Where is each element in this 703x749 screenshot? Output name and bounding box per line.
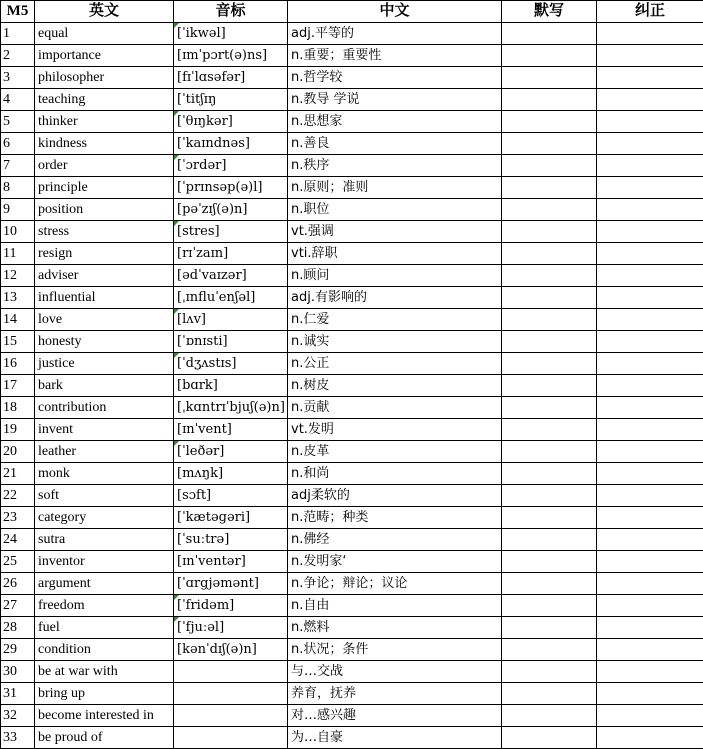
row-number: 5: [1, 111, 35, 133]
table-row: [1, 243, 703, 265]
chinese-meaning: n.状况；条件: [288, 639, 502, 661]
row-number: 32: [1, 705, 35, 727]
chinese-meaning: 养育，抚养: [288, 683, 502, 705]
dictation-cell[interactable]: [502, 375, 597, 397]
row-number: 3: [1, 67, 35, 89]
phonetic-transcription: [ˈleðər]: [174, 441, 288, 463]
english-word: resign: [35, 243, 174, 265]
correction-cell[interactable]: [597, 705, 703, 727]
table-row: [1, 111, 703, 133]
english-word: category: [35, 507, 174, 529]
english-word: equal: [35, 23, 174, 45]
table-row: [1, 683, 703, 705]
phonetic-transcription: [ˈɔrdər]: [174, 155, 288, 177]
row-number: 1: [1, 23, 35, 45]
dictation-cell[interactable]: [502, 507, 597, 529]
phonetic-transcription: [mʌŋk]: [174, 463, 288, 485]
correction-cell[interactable]: [597, 353, 703, 375]
table-row: [1, 617, 703, 639]
row-number: 22: [1, 485, 35, 507]
table-row: [1, 353, 703, 375]
phonetic-transcription: [stres]: [174, 221, 288, 243]
dictation-cell[interactable]: [502, 441, 597, 463]
dictation-cell[interactable]: [502, 287, 597, 309]
row-number: 12: [1, 265, 35, 287]
table-row: [1, 639, 703, 661]
row-number: 25: [1, 551, 35, 573]
row-number: 8: [1, 177, 35, 199]
chinese-meaning: n.争论；辩论；议论: [288, 573, 502, 595]
english-word: importance: [35, 45, 174, 67]
chinese-meaning: vt.强调: [288, 221, 502, 243]
row-number: 18: [1, 397, 35, 419]
english-word: fuel: [35, 617, 174, 639]
english-word: soft: [35, 485, 174, 507]
english-word: be at war with: [35, 661, 174, 683]
table-row: [1, 331, 703, 353]
english-word: bring up: [35, 683, 174, 705]
correction-cell[interactable]: [597, 155, 703, 177]
phonetic-transcription: [ˈsuːtrə]: [174, 529, 288, 551]
chinese-meaning: n.秩序: [288, 155, 502, 177]
row-number: 10: [1, 221, 35, 243]
header-row: [1, 1, 703, 23]
dictation-cell[interactable]: [502, 309, 597, 331]
correction-cell[interactable]: [597, 199, 703, 221]
correction-cell[interactable]: [597, 507, 703, 529]
table-row: [1, 89, 703, 111]
english-word: justice: [35, 353, 174, 375]
english-word: contribution: [35, 397, 174, 419]
dictation-cell[interactable]: [502, 617, 597, 639]
correction-cell[interactable]: [597, 243, 703, 265]
phonetic-transcription: [sɔft]: [174, 485, 288, 507]
phonetic-transcription: [174, 705, 288, 727]
dictation-cell[interactable]: [502, 133, 597, 155]
phonetic-transcription: [rɪˈzaɪn]: [174, 243, 288, 265]
row-number: 21: [1, 463, 35, 485]
english-word: inventor: [35, 551, 174, 573]
dictation-cell[interactable]: [502, 111, 597, 133]
table-row: [1, 177, 703, 199]
dictation-cell[interactable]: [502, 353, 597, 375]
chinese-meaning: vti.辞职: [288, 243, 502, 265]
english-word: freedom: [35, 595, 174, 617]
table-row: [1, 155, 703, 177]
phonetic-transcription: [ˈkætəgəri]: [174, 507, 288, 529]
english-word: become interested in: [35, 705, 174, 727]
table-row: [1, 67, 703, 89]
correction-cell[interactable]: [597, 683, 703, 705]
header-chinese: 中文: [288, 1, 502, 23]
table-row: [1, 485, 703, 507]
table-row: [1, 705, 703, 727]
chinese-meaning: n.教导 学说: [288, 89, 502, 111]
row-number: 31: [1, 683, 35, 705]
english-word: kindness: [35, 133, 174, 155]
phonetic-transcription: [174, 727, 288, 749]
dictation-cell[interactable]: [502, 45, 597, 67]
dictation-cell[interactable]: [502, 265, 597, 287]
dictation-cell[interactable]: [502, 573, 597, 595]
table-row: [1, 375, 703, 397]
phonetic-transcription: [ˈprɪnsəp(ə)l]: [174, 177, 288, 199]
english-word: honesty: [35, 331, 174, 353]
header-dictation: 默写: [502, 1, 597, 23]
row-number: 20: [1, 441, 35, 463]
chinese-meaning: 与…交战: [288, 661, 502, 683]
phonetic-transcription: [ɪmˈpɔrt(ə)ns]: [174, 45, 288, 67]
phonetic-transcription: [ˈfjuːəl]: [174, 617, 288, 639]
vocabulary-body: [1, 23, 703, 749]
table-row: [1, 265, 703, 287]
english-word: bark: [35, 375, 174, 397]
correction-cell[interactable]: [597, 573, 703, 595]
english-word: stress: [35, 221, 174, 243]
phonetic-transcription: [ˈfridəm]: [174, 595, 288, 617]
dictation-cell[interactable]: [502, 221, 597, 243]
row-number: 17: [1, 375, 35, 397]
english-word: order: [35, 155, 174, 177]
chinese-meaning: 对…感兴趣: [288, 705, 502, 727]
correction-cell[interactable]: [597, 639, 703, 661]
dictation-cell[interactable]: [502, 331, 597, 353]
english-word: principle: [35, 177, 174, 199]
phonetic-transcription: [ˈikwəl]: [174, 23, 288, 45]
table-row: [1, 287, 703, 309]
chinese-meaning: n.原则；准则: [288, 177, 502, 199]
header-english: 英文: [35, 1, 174, 23]
dictation-cell[interactable]: [502, 177, 597, 199]
dictation-cell[interactable]: [502, 243, 597, 265]
chinese-meaning: vt.发明: [288, 419, 502, 441]
chinese-meaning: n.贡献: [288, 397, 502, 419]
chinese-meaning: n.皮革: [288, 441, 502, 463]
correction-cell[interactable]: [597, 111, 703, 133]
correction-cell[interactable]: [597, 309, 703, 331]
table-row: [1, 573, 703, 595]
correction-cell[interactable]: [597, 485, 703, 507]
table-row: [1, 45, 703, 67]
phonetic-transcription: [lʌv]: [174, 309, 288, 331]
row-number: 11: [1, 243, 35, 265]
row-number: 14: [1, 309, 35, 331]
table-row: [1, 419, 703, 441]
table-row: [1, 441, 703, 463]
header-number: M5: [1, 1, 35, 23]
chinese-meaning: n.思想家: [288, 111, 502, 133]
english-word: condition: [35, 639, 174, 661]
row-number: 24: [1, 529, 35, 551]
chinese-meaning: n.自由: [288, 595, 502, 617]
dictation-cell[interactable]: [502, 419, 597, 441]
dictation-cell[interactable]: [502, 551, 597, 573]
chinese-meaning: n.职位: [288, 199, 502, 221]
table-row: [1, 397, 703, 419]
english-word: thinker: [35, 111, 174, 133]
chinese-meaning: n.重要；重要性: [288, 45, 502, 67]
english-word: position: [35, 199, 174, 221]
chinese-meaning: adj.有影响的: [288, 287, 502, 309]
table-row: [1, 463, 703, 485]
table-row: [1, 199, 703, 221]
dictation-cell[interactable]: [502, 595, 597, 617]
correction-cell[interactable]: [597, 221, 703, 243]
phonetic-transcription: [ˌɪnfluˈenʃəl]: [174, 287, 288, 309]
chinese-meaning: n.善良: [288, 133, 502, 155]
row-number: 27: [1, 595, 35, 617]
english-word: philosopher: [35, 67, 174, 89]
table-row: [1, 661, 703, 683]
chinese-meaning: 为…自豪: [288, 727, 502, 749]
english-word: love: [35, 309, 174, 331]
phonetic-transcription: [ɪnˈvent]: [174, 419, 288, 441]
english-word: argument: [35, 573, 174, 595]
row-number: 4: [1, 89, 35, 111]
dictation-cell[interactable]: [502, 727, 597, 749]
table-row: [1, 309, 703, 331]
chinese-meaning: n.诚实: [288, 331, 502, 353]
chinese-meaning: n.燃料: [288, 617, 502, 639]
dictation-cell[interactable]: [502, 397, 597, 419]
table-row: [1, 507, 703, 529]
chinese-meaning: n.佛经: [288, 529, 502, 551]
phonetic-transcription: [fɪˈlɑsəfər]: [174, 67, 288, 89]
header-correction: 纠正: [597, 1, 703, 23]
row-number: 26: [1, 573, 35, 595]
row-number: 30: [1, 661, 35, 683]
english-word: be proud of: [35, 727, 174, 749]
header-phonetic: 音标: [174, 1, 288, 23]
correction-cell[interactable]: [597, 331, 703, 353]
chinese-meaning: n.顾问: [288, 265, 502, 287]
row-number: 33: [1, 727, 35, 749]
correction-cell[interactable]: [597, 375, 703, 397]
correction-cell[interactable]: [597, 89, 703, 111]
dictation-cell[interactable]: [502, 23, 597, 45]
phonetic-transcription: [174, 661, 288, 683]
table-row: [1, 221, 703, 243]
chinese-meaning: adj柔软的: [288, 485, 502, 507]
correction-cell[interactable]: [597, 287, 703, 309]
dictation-cell[interactable]: [502, 155, 597, 177]
dictation-cell[interactable]: [502, 661, 597, 683]
phonetic-transcription: [ˈdʒʌstɪs]: [174, 353, 288, 375]
table-row: [1, 551, 703, 573]
row-number: 19: [1, 419, 35, 441]
correction-cell[interactable]: [597, 463, 703, 485]
row-number: 23: [1, 507, 35, 529]
table-row: [1, 595, 703, 617]
row-number: 16: [1, 353, 35, 375]
correction-cell[interactable]: [597, 661, 703, 683]
english-word: teaching: [35, 89, 174, 111]
phonetic-transcription: [bɑrk]: [174, 375, 288, 397]
dictation-cell[interactable]: [502, 463, 597, 485]
correction-cell[interactable]: [597, 529, 703, 551]
correction-cell[interactable]: [597, 595, 703, 617]
chinese-meaning: n.范畴；种类: [288, 507, 502, 529]
phonetic-transcription: [ˌkɑntrɪˈbjuʃ(ə)n]: [174, 397, 288, 419]
table-row: [1, 727, 703, 749]
row-number: 7: [1, 155, 35, 177]
english-word: adviser: [35, 265, 174, 287]
correction-cell[interactable]: [597, 67, 703, 89]
phonetic-transcription: [ɪnˈventər]: [174, 551, 288, 573]
correction-cell[interactable]: [597, 265, 703, 287]
table-row: [1, 23, 703, 45]
table-row: [1, 529, 703, 551]
chinese-meaning: n.哲学较: [288, 67, 502, 89]
dictation-cell[interactable]: [502, 485, 597, 507]
correction-cell[interactable]: [597, 617, 703, 639]
dictation-cell[interactable]: [502, 683, 597, 705]
correction-cell[interactable]: [597, 419, 703, 441]
row-number: 15: [1, 331, 35, 353]
english-word: leather: [35, 441, 174, 463]
correction-cell[interactable]: [597, 551, 703, 573]
phonetic-transcription: [174, 683, 288, 705]
dictation-cell[interactable]: [502, 705, 597, 727]
phonetic-transcription: [pəˈzɪʃ(ə)n]: [174, 199, 288, 221]
dictation-cell[interactable]: [502, 639, 597, 661]
phonetic-transcription: [kənˈdɪʃ(ə)n]: [174, 639, 288, 661]
english-word: monk: [35, 463, 174, 485]
phonetic-transcription: [ˈtitʃɪŋ: [174, 89, 288, 111]
row-number: 9: [1, 199, 35, 221]
chinese-meaning: n.和尚: [288, 463, 502, 485]
correction-cell[interactable]: [597, 23, 703, 45]
chinese-meaning: n.公正: [288, 353, 502, 375]
phonetic-transcription: [ˈkaɪndnəs]: [174, 133, 288, 155]
phonetic-transcription: [ˈɒnɪsti]: [174, 331, 288, 353]
chinese-meaning: adj.平等的: [288, 23, 502, 45]
phonetic-transcription: [ˈɑrgjəmənt]: [174, 573, 288, 595]
row-number: 29: [1, 639, 35, 661]
english-word: influential: [35, 287, 174, 309]
row-number: 2: [1, 45, 35, 67]
phonetic-transcription: [ˈθɪŋkər]: [174, 111, 288, 133]
correction-cell[interactable]: [597, 397, 703, 419]
row-number: 6: [1, 133, 35, 155]
correction-cell[interactable]: [597, 133, 703, 155]
english-word: invent: [35, 419, 174, 441]
english-word: sutra: [35, 529, 174, 551]
dictation-cell[interactable]: [502, 199, 597, 221]
dictation-cell[interactable]: [502, 529, 597, 551]
table-row: [1, 133, 703, 155]
dictation-cell[interactable]: [502, 89, 597, 111]
chinese-meaning: n.仁爱: [288, 309, 502, 331]
correction-cell[interactable]: [597, 441, 703, 463]
phonetic-transcription: [ədˈvaɪzər]: [174, 265, 288, 287]
correction-cell[interactable]: [597, 177, 703, 199]
chinese-meaning: n.发明家‘: [288, 551, 502, 573]
chinese-meaning: n.树皮: [288, 375, 502, 397]
row-number: 28: [1, 617, 35, 639]
correction-cell[interactable]: [597, 727, 703, 749]
row-number: 13: [1, 287, 35, 309]
correction-cell[interactable]: [597, 45, 703, 67]
dictation-cell[interactable]: [502, 67, 597, 89]
